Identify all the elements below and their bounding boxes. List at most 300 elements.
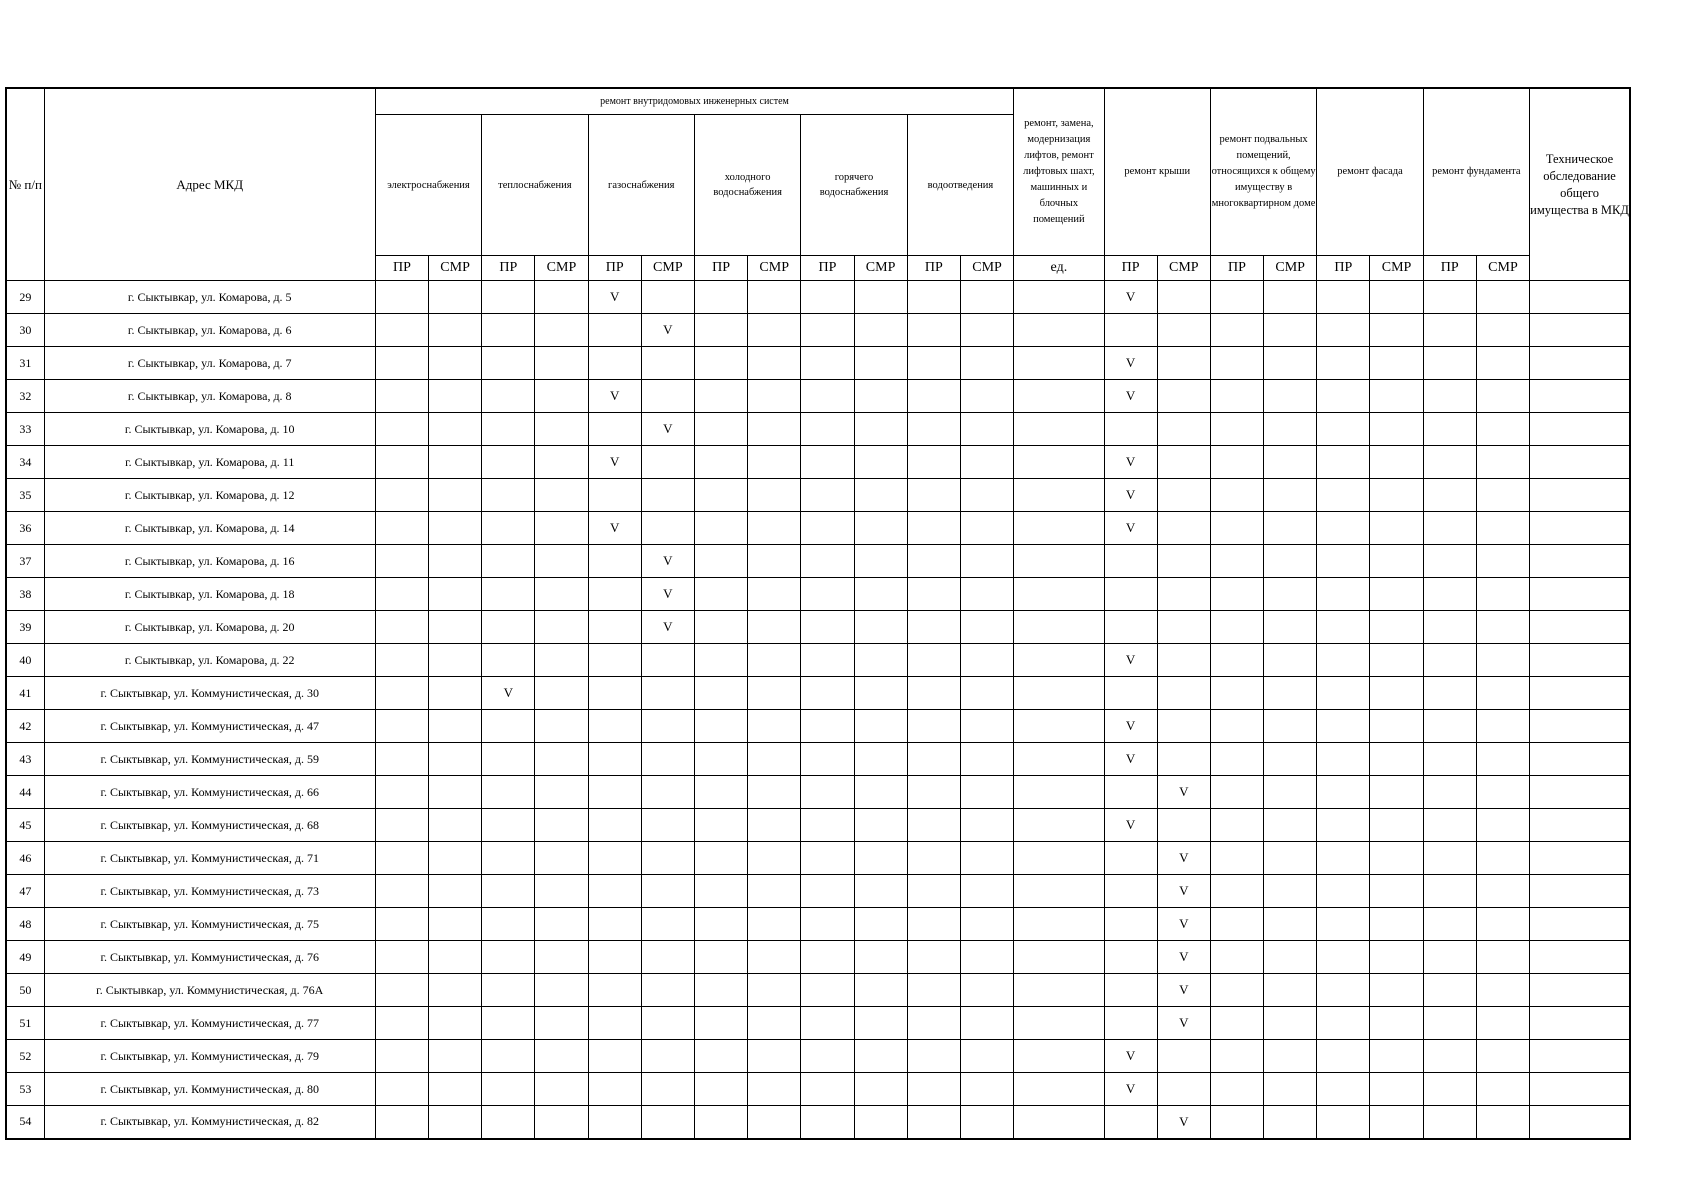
empty-cell bbox=[1210, 479, 1263, 512]
empty-cell bbox=[1476, 809, 1529, 842]
check-mark-cell: V bbox=[1104, 479, 1157, 512]
empty-cell bbox=[748, 644, 801, 677]
table-row bbox=[6, 380, 1630, 413]
row-address: г. Сыктывкар, ул. Комарова, д. 8 bbox=[44, 380, 375, 413]
col-pr: ПР bbox=[1210, 256, 1263, 281]
row-number: 41 bbox=[6, 677, 44, 710]
empty-cell bbox=[588, 1040, 641, 1073]
empty-cell bbox=[960, 611, 1013, 644]
empty-cell bbox=[801, 1073, 854, 1106]
empty-cell bbox=[1264, 314, 1317, 347]
empty-cell bbox=[535, 1007, 588, 1040]
empty-cell bbox=[535, 974, 588, 1007]
empty-cell bbox=[429, 710, 482, 743]
empty-cell bbox=[1370, 809, 1423, 842]
row-address: г. Сыктывкар, ул. Комарова, д. 7 bbox=[44, 347, 375, 380]
empty-cell bbox=[1317, 875, 1370, 908]
table-row bbox=[6, 314, 1630, 347]
empty-cell bbox=[1530, 347, 1630, 380]
empty-cell bbox=[429, 743, 482, 776]
empty-cell bbox=[854, 776, 907, 809]
row-address: г. Сыктывкар, ул. Комарова, д. 14 bbox=[44, 512, 375, 545]
empty-cell bbox=[535, 512, 588, 545]
empty-cell bbox=[641, 1040, 694, 1073]
empty-cell bbox=[854, 281, 907, 314]
empty-cell bbox=[1014, 644, 1104, 677]
empty-cell bbox=[641, 1007, 694, 1040]
empty-cell bbox=[960, 347, 1013, 380]
empty-cell bbox=[1370, 677, 1423, 710]
col-pr: ПР bbox=[482, 256, 535, 281]
empty-cell bbox=[375, 479, 428, 512]
empty-cell bbox=[588, 545, 641, 578]
empty-cell bbox=[1157, 743, 1210, 776]
empty-cell bbox=[960, 281, 1013, 314]
empty-cell bbox=[907, 446, 960, 479]
empty-cell bbox=[1264, 875, 1317, 908]
empty-cell bbox=[960, 809, 1013, 842]
check-mark-cell: V bbox=[1104, 743, 1157, 776]
empty-cell bbox=[694, 446, 747, 479]
empty-cell bbox=[535, 875, 588, 908]
table-row bbox=[6, 1073, 1630, 1106]
row-address: г. Сыктывкар, ул. Комарова, д. 11 bbox=[44, 446, 375, 479]
check-mark-cell: V bbox=[1157, 941, 1210, 974]
empty-cell bbox=[1476, 842, 1529, 875]
check-mark-cell: V bbox=[1104, 644, 1157, 677]
empty-cell bbox=[1423, 842, 1476, 875]
empty-cell bbox=[1476, 611, 1529, 644]
empty-cell bbox=[535, 314, 588, 347]
empty-cell bbox=[1210, 875, 1263, 908]
empty-cell bbox=[1423, 974, 1476, 1007]
empty-cell bbox=[535, 545, 588, 578]
empty-cell bbox=[960, 1073, 1013, 1106]
table-row bbox=[6, 281, 1630, 314]
empty-cell bbox=[641, 644, 694, 677]
empty-cell bbox=[801, 1007, 854, 1040]
empty-cell bbox=[1423, 545, 1476, 578]
empty-cell bbox=[748, 941, 801, 974]
empty-cell bbox=[1210, 347, 1263, 380]
empty-cell bbox=[748, 1007, 801, 1040]
empty-cell bbox=[641, 908, 694, 941]
empty-cell bbox=[1370, 743, 1423, 776]
empty-cell bbox=[854, 611, 907, 644]
empty-cell bbox=[854, 809, 907, 842]
empty-cell bbox=[535, 644, 588, 677]
empty-cell bbox=[694, 578, 747, 611]
empty-cell bbox=[1423, 446, 1476, 479]
empty-cell bbox=[960, 413, 1013, 446]
empty-cell bbox=[1423, 1040, 1476, 1073]
empty-cell bbox=[588, 908, 641, 941]
empty-cell bbox=[1014, 842, 1104, 875]
empty-cell bbox=[1423, 809, 1476, 842]
empty-cell bbox=[960, 974, 1013, 1007]
empty-cell bbox=[1530, 941, 1630, 974]
empty-cell bbox=[960, 512, 1013, 545]
empty-cell bbox=[429, 512, 482, 545]
empty-cell bbox=[588, 479, 641, 512]
row-address: г. Сыктывкар, ул. Комарова, д. 6 bbox=[44, 314, 375, 347]
empty-cell bbox=[1370, 611, 1423, 644]
empty-cell bbox=[482, 512, 535, 545]
empty-cell bbox=[1014, 545, 1104, 578]
empty-cell bbox=[960, 314, 1013, 347]
empty-cell bbox=[1014, 512, 1104, 545]
empty-cell bbox=[1423, 479, 1476, 512]
row-number: 34 bbox=[6, 446, 44, 479]
empty-cell bbox=[1104, 908, 1157, 941]
empty-cell bbox=[588, 314, 641, 347]
empty-cell bbox=[535, 380, 588, 413]
table-row bbox=[6, 1040, 1630, 1073]
empty-cell bbox=[375, 611, 428, 644]
empty-cell bbox=[907, 545, 960, 578]
empty-cell bbox=[907, 1007, 960, 1040]
empty-cell bbox=[429, 347, 482, 380]
row-number: 40 bbox=[6, 644, 44, 677]
empty-cell bbox=[641, 677, 694, 710]
row-number: 43 bbox=[6, 743, 44, 776]
empty-cell bbox=[907, 941, 960, 974]
check-mark-cell: V bbox=[641, 578, 694, 611]
empty-cell bbox=[748, 908, 801, 941]
empty-cell bbox=[748, 776, 801, 809]
empty-cell bbox=[694, 644, 747, 677]
empty-cell bbox=[960, 578, 1013, 611]
empty-cell bbox=[694, 743, 747, 776]
row-number: 32 bbox=[6, 380, 44, 413]
row-number: 54 bbox=[6, 1106, 44, 1139]
row-number: 35 bbox=[6, 479, 44, 512]
empty-cell bbox=[907, 776, 960, 809]
table-row bbox=[6, 941, 1630, 974]
empty-cell bbox=[801, 776, 854, 809]
empty-cell bbox=[482, 380, 535, 413]
empty-cell bbox=[482, 479, 535, 512]
empty-cell bbox=[1317, 842, 1370, 875]
row-number: 44 bbox=[6, 776, 44, 809]
row-address: г. Сыктывкар, ул. Комарова, д. 16 bbox=[44, 545, 375, 578]
empty-cell bbox=[1370, 974, 1423, 1007]
col-pr: ПР bbox=[694, 256, 747, 281]
empty-cell bbox=[748, 842, 801, 875]
empty-cell bbox=[535, 677, 588, 710]
empty-cell bbox=[1210, 512, 1263, 545]
empty-cell bbox=[1317, 446, 1370, 479]
empty-cell bbox=[1210, 842, 1263, 875]
empty-cell bbox=[1370, 842, 1423, 875]
empty-cell bbox=[694, 677, 747, 710]
check-mark-cell: V bbox=[1104, 1073, 1157, 1106]
row-address: г. Сыктывкар, ул. Коммунистическая, д. 66 bbox=[44, 776, 375, 809]
empty-cell bbox=[482, 1073, 535, 1106]
empty-cell bbox=[1014, 710, 1104, 743]
col-pr: ПР bbox=[375, 256, 428, 281]
header-roof: ремонт крыши bbox=[1104, 88, 1210, 256]
row-number: 45 bbox=[6, 809, 44, 842]
empty-cell bbox=[482, 545, 535, 578]
empty-cell bbox=[641, 1073, 694, 1106]
empty-cell bbox=[801, 545, 854, 578]
empty-cell bbox=[1264, 578, 1317, 611]
empty-cell bbox=[1370, 578, 1423, 611]
table-row bbox=[6, 743, 1630, 776]
empty-cell bbox=[854, 1040, 907, 1073]
col-smr: СМР bbox=[1157, 256, 1210, 281]
empty-cell bbox=[694, 776, 747, 809]
table-row bbox=[6, 908, 1630, 941]
empty-cell bbox=[1317, 611, 1370, 644]
empty-cell bbox=[1014, 743, 1104, 776]
check-mark-cell: V bbox=[1157, 776, 1210, 809]
empty-cell bbox=[1423, 1106, 1476, 1139]
check-mark-cell: V bbox=[588, 512, 641, 545]
empty-cell bbox=[1014, 974, 1104, 1007]
empty-cell bbox=[641, 710, 694, 743]
empty-cell bbox=[482, 611, 535, 644]
empty-cell bbox=[1317, 347, 1370, 380]
empty-cell bbox=[1530, 578, 1630, 611]
empty-cell bbox=[1264, 611, 1317, 644]
empty-cell bbox=[1317, 710, 1370, 743]
empty-cell bbox=[1370, 875, 1423, 908]
empty-cell bbox=[1104, 677, 1157, 710]
empty-cell bbox=[854, 644, 907, 677]
empty-cell bbox=[801, 479, 854, 512]
empty-cell bbox=[854, 710, 907, 743]
empty-cell bbox=[535, 743, 588, 776]
empty-cell bbox=[694, 1040, 747, 1073]
empty-cell bbox=[375, 1073, 428, 1106]
empty-cell bbox=[535, 776, 588, 809]
empty-cell bbox=[854, 314, 907, 347]
empty-cell bbox=[854, 446, 907, 479]
empty-cell bbox=[1530, 875, 1630, 908]
empty-cell bbox=[1530, 545, 1630, 578]
empty-cell bbox=[1264, 974, 1317, 1007]
col-smr: СМР bbox=[1370, 256, 1423, 281]
row-number: 47 bbox=[6, 875, 44, 908]
empty-cell bbox=[748, 413, 801, 446]
empty-cell bbox=[1157, 1040, 1210, 1073]
col-smr: СМР bbox=[535, 256, 588, 281]
empty-cell bbox=[960, 479, 1013, 512]
row-address: г. Сыктывкар, ул. Комарова, д. 12 bbox=[44, 479, 375, 512]
col-smr: СМР bbox=[1264, 256, 1317, 281]
empty-cell bbox=[1157, 1073, 1210, 1106]
empty-cell bbox=[588, 347, 641, 380]
row-address: г. Сыктывкар, ул. Коммунистическая, д. 68 bbox=[44, 809, 375, 842]
empty-cell bbox=[482, 875, 535, 908]
empty-cell bbox=[907, 578, 960, 611]
empty-cell bbox=[375, 677, 428, 710]
empty-cell bbox=[960, 875, 1013, 908]
empty-cell bbox=[1370, 1106, 1423, 1139]
empty-cell bbox=[1264, 710, 1317, 743]
table-row bbox=[6, 479, 1630, 512]
empty-cell bbox=[694, 875, 747, 908]
row-address: г. Сыктывкар, ул. Коммунистическая, д. 76 bbox=[44, 941, 375, 974]
table-row bbox=[6, 1007, 1630, 1040]
empty-cell bbox=[535, 908, 588, 941]
col-smr: СМР bbox=[854, 256, 907, 281]
row-number: 31 bbox=[6, 347, 44, 380]
empty-cell bbox=[960, 545, 1013, 578]
empty-cell bbox=[1530, 1073, 1630, 1106]
empty-cell bbox=[1210, 578, 1263, 611]
empty-cell bbox=[1423, 743, 1476, 776]
empty-cell bbox=[588, 875, 641, 908]
row-address: г. Сыктывкар, ул. Коммунистическая, д. 75 bbox=[44, 908, 375, 941]
row-address: г. Сыктывкар, ул. Коммунистическая, д. 80 bbox=[44, 1073, 375, 1106]
empty-cell bbox=[1317, 941, 1370, 974]
row-number: 50 bbox=[6, 974, 44, 1007]
empty-cell bbox=[641, 1106, 694, 1139]
empty-cell bbox=[641, 446, 694, 479]
empty-cell bbox=[1476, 677, 1529, 710]
empty-cell bbox=[694, 281, 747, 314]
empty-cell bbox=[588, 974, 641, 1007]
header-drainage: водоотведения bbox=[907, 115, 1014, 256]
check-mark-cell: V bbox=[1104, 347, 1157, 380]
check-mark-cell: V bbox=[1157, 908, 1210, 941]
empty-cell bbox=[748, 314, 801, 347]
empty-cell bbox=[1370, 314, 1423, 347]
empty-cell bbox=[1264, 446, 1317, 479]
empty-cell bbox=[482, 281, 535, 314]
empty-cell bbox=[1264, 380, 1317, 413]
empty-cell bbox=[854, 974, 907, 1007]
empty-cell bbox=[1423, 413, 1476, 446]
empty-cell bbox=[588, 1073, 641, 1106]
empty-cell bbox=[960, 677, 1013, 710]
empty-cell bbox=[535, 281, 588, 314]
empty-cell bbox=[429, 545, 482, 578]
empty-cell bbox=[748, 347, 801, 380]
empty-cell bbox=[801, 809, 854, 842]
empty-cell bbox=[375, 578, 428, 611]
header-number: № п/п bbox=[6, 88, 44, 281]
empty-cell bbox=[1210, 1073, 1263, 1106]
col-pr: ПР bbox=[907, 256, 960, 281]
empty-cell bbox=[960, 1106, 1013, 1139]
empty-cell bbox=[588, 578, 641, 611]
empty-cell bbox=[1317, 512, 1370, 545]
empty-cell bbox=[429, 941, 482, 974]
empty-cell bbox=[854, 941, 907, 974]
table-row bbox=[6, 776, 1630, 809]
empty-cell bbox=[748, 479, 801, 512]
empty-cell bbox=[1423, 380, 1476, 413]
empty-cell bbox=[641, 512, 694, 545]
empty-cell bbox=[907, 710, 960, 743]
empty-cell bbox=[694, 842, 747, 875]
empty-cell bbox=[801, 1040, 854, 1073]
empty-cell bbox=[1210, 1040, 1263, 1073]
empty-cell bbox=[1530, 710, 1630, 743]
empty-cell bbox=[694, 512, 747, 545]
empty-cell bbox=[694, 545, 747, 578]
empty-cell bbox=[1370, 281, 1423, 314]
row-address: г. Сыктывкар, ул. Коммунистическая, д. 77 bbox=[44, 1007, 375, 1040]
empty-cell bbox=[960, 941, 1013, 974]
empty-cell bbox=[375, 512, 428, 545]
table-row bbox=[6, 512, 1630, 545]
empty-cell bbox=[429, 809, 482, 842]
header-hot-water: горячего водоснабжения bbox=[801, 115, 907, 256]
empty-cell bbox=[1264, 413, 1317, 446]
empty-cell bbox=[641, 809, 694, 842]
empty-cell bbox=[907, 1106, 960, 1139]
empty-cell bbox=[960, 1040, 1013, 1073]
empty-cell bbox=[641, 776, 694, 809]
empty-cell bbox=[1530, 908, 1630, 941]
empty-cell bbox=[1157, 380, 1210, 413]
empty-cell bbox=[429, 413, 482, 446]
empty-cell bbox=[1210, 974, 1263, 1007]
empty-cell bbox=[1530, 644, 1630, 677]
empty-cell bbox=[1476, 1040, 1529, 1073]
empty-cell bbox=[1530, 512, 1630, 545]
empty-cell bbox=[801, 347, 854, 380]
empty-cell bbox=[1210, 314, 1263, 347]
empty-cell bbox=[482, 1106, 535, 1139]
empty-cell bbox=[694, 941, 747, 974]
empty-cell bbox=[429, 446, 482, 479]
empty-cell bbox=[1530, 842, 1630, 875]
empty-cell bbox=[1157, 512, 1210, 545]
empty-cell bbox=[535, 611, 588, 644]
row-number: 39 bbox=[6, 611, 44, 644]
empty-cell bbox=[1264, 743, 1317, 776]
empty-cell bbox=[1423, 611, 1476, 644]
table-row bbox=[6, 347, 1630, 380]
empty-cell bbox=[429, 842, 482, 875]
empty-cell bbox=[1476, 545, 1529, 578]
empty-cell bbox=[482, 743, 535, 776]
empty-cell bbox=[482, 578, 535, 611]
empty-cell bbox=[1370, 941, 1423, 974]
empty-cell bbox=[375, 974, 428, 1007]
empty-cell bbox=[694, 314, 747, 347]
empty-cell bbox=[1157, 479, 1210, 512]
empty-cell bbox=[1370, 512, 1423, 545]
row-address: г. Сыктывкар, ул. Коммунистическая, д. 47 bbox=[44, 710, 375, 743]
empty-cell bbox=[1370, 1007, 1423, 1040]
empty-cell bbox=[1317, 1007, 1370, 1040]
empty-cell bbox=[907, 347, 960, 380]
empty-cell bbox=[1530, 281, 1630, 314]
check-mark-cell: V bbox=[1157, 842, 1210, 875]
empty-cell bbox=[1317, 809, 1370, 842]
empty-cell bbox=[960, 842, 1013, 875]
check-mark-cell: V bbox=[1104, 446, 1157, 479]
empty-cell bbox=[801, 578, 854, 611]
col-smr: СМР bbox=[748, 256, 801, 281]
empty-cell bbox=[1014, 941, 1104, 974]
row-number: 51 bbox=[6, 1007, 44, 1040]
check-mark-cell: V bbox=[588, 281, 641, 314]
empty-cell bbox=[1317, 776, 1370, 809]
empty-cell bbox=[1264, 479, 1317, 512]
empty-cell bbox=[907, 974, 960, 1007]
empty-cell bbox=[1157, 644, 1210, 677]
empty-cell bbox=[854, 512, 907, 545]
row-number: 36 bbox=[6, 512, 44, 545]
